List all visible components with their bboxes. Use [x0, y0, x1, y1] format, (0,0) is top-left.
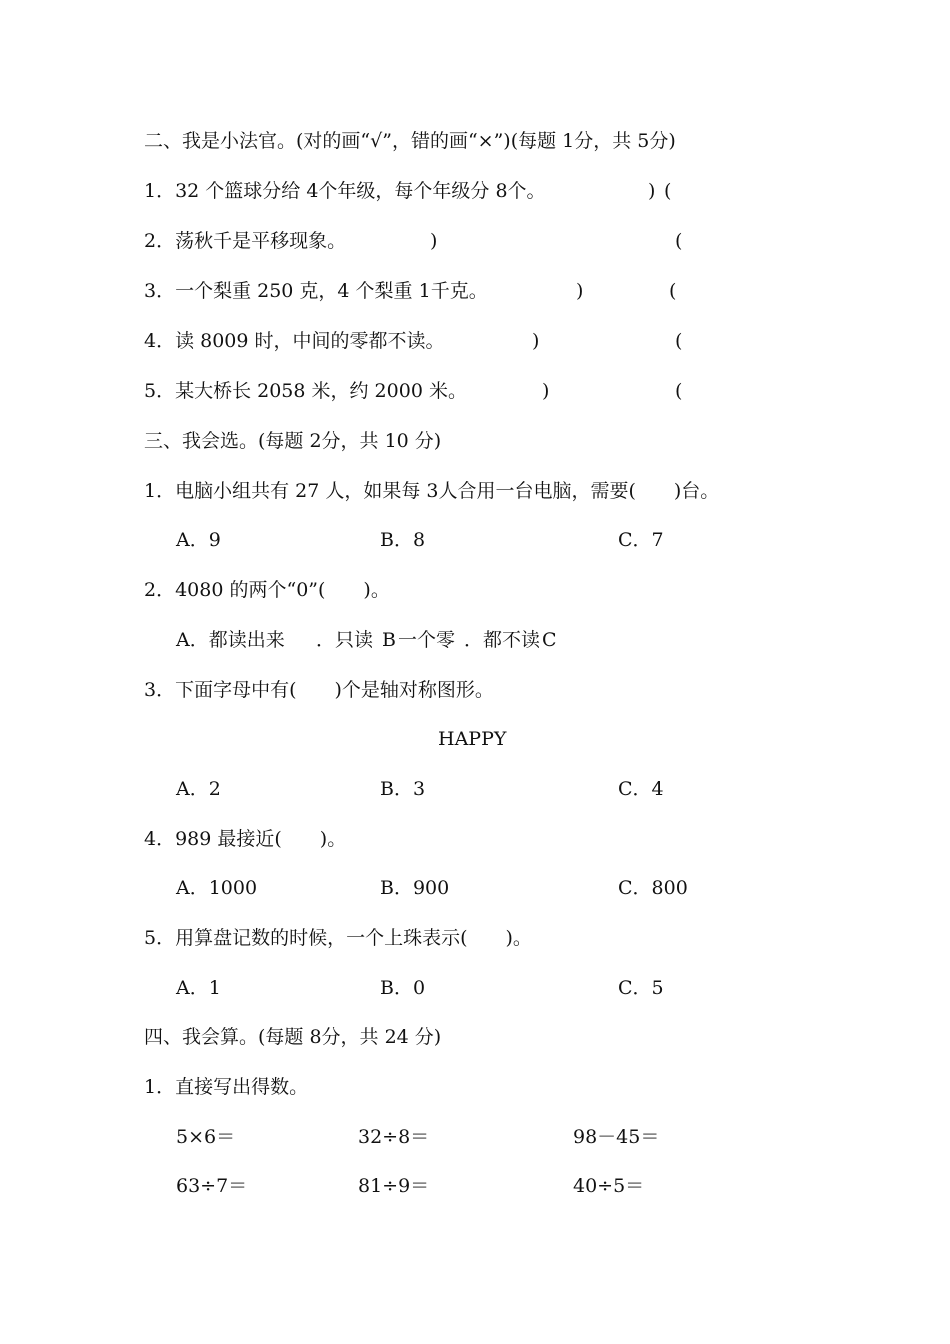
calc-row2-item3: 40÷5＝: [573, 1175, 645, 1197]
judge-item-1-open-paren: (: [664, 180, 672, 202]
judge-item-4-open-paren: (: [675, 330, 683, 352]
judge-item-2-open-paren: (: [675, 230, 683, 252]
calc-row1-item3: 98－45＝: [573, 1126, 660, 1148]
choice-q1-text: 1．电脑小组共有 27 人，如果每 3人合用一台电脑，需要( )台。: [144, 480, 720, 502]
calc-row2-item1: 63÷7＝: [176, 1175, 248, 1197]
choice-q3-option-a: A．2: [176, 778, 221, 800]
judge-item-2: 2．荡秋千是平移现象。: [144, 230, 347, 252]
choice-q1-option-c: C．7: [618, 529, 664, 551]
choice-q5-option-b: B．0: [380, 977, 426, 999]
calc-row1-item2: 32÷8＝: [358, 1126, 430, 1148]
section-2-title: 二、我是小法官。(对的画“√”，错的画“×”)(每题 1分，共 5分): [144, 130, 676, 152]
choice-q2-b-text: 一个零: [398, 629, 456, 651]
choice-q3-option-b: B．3: [380, 778, 426, 800]
choice-q1-option-a: A．9: [176, 529, 221, 551]
calc-row2-item2: 81÷9＝: [358, 1175, 430, 1197]
choice-q1-option-b: B．8: [380, 529, 426, 551]
choice-q2-c-letter: C: [542, 629, 557, 651]
choice-q3-word: HAPPY: [438, 728, 507, 750]
choice-q3-text: 3．下面字母中有( )个是轴对称图形。: [144, 679, 494, 701]
choice-q4-option-c: C．800: [618, 877, 688, 899]
judge-item-5-close-paren: ): [542, 380, 550, 402]
choice-q4-option-a: A．1000: [176, 877, 258, 899]
choice-q2-b-marker: ．只读: [316, 629, 374, 651]
judge-item-1-close-paren: ): [648, 180, 656, 202]
choice-q5-option-c: C．5: [618, 977, 664, 999]
choice-q5-option-a: A．1: [176, 977, 221, 999]
choice-q2-option-a: A．都读出来: [176, 629, 285, 651]
choice-q2-b-letter: B: [382, 629, 396, 651]
choice-q4-text: 4．989 最接近( )。: [144, 828, 347, 850]
choice-q2-c-marker: ．都不读: [464, 629, 541, 651]
judge-item-4: 4．读 8009 时，中间的零都不读。: [144, 330, 445, 352]
judge-item-2-close-paren: ): [430, 230, 438, 252]
judge-item-5: 5．某大桥长 2058 米，约 2000 米。: [144, 380, 467, 402]
judge-item-4-close-paren: ): [532, 330, 540, 352]
choice-q2-text: 2．4080 的两个“0”( )。: [144, 579, 390, 601]
judge-item-1: 1．32 个篮球分给 4个年级，每个年级分 8个。: [144, 180, 546, 202]
calc-q1-title: 1．直接写出得数。: [144, 1076, 309, 1098]
section-3-title: 三、我会选。(每题 2分，共 10 分): [144, 430, 442, 452]
judge-item-3-open-paren: (: [669, 280, 677, 302]
calc-row1-item1: 5×6＝: [176, 1126, 236, 1148]
choice-q4-option-b: B．900: [380, 877, 450, 899]
choice-q5-text: 5．用算盘记数的时候，一个上珠表示( )。: [144, 927, 532, 949]
choice-q3-option-c: C．4: [618, 778, 664, 800]
judge-item-5-open-paren: (: [675, 380, 683, 402]
section-4-title: 四、我会算。(每题 8分，共 24 分): [144, 1026, 442, 1048]
judge-item-3: 3．一个梨重 250 克，4 个梨重 1千克。: [144, 280, 488, 302]
judge-item-3-close-paren: ): [576, 280, 584, 302]
